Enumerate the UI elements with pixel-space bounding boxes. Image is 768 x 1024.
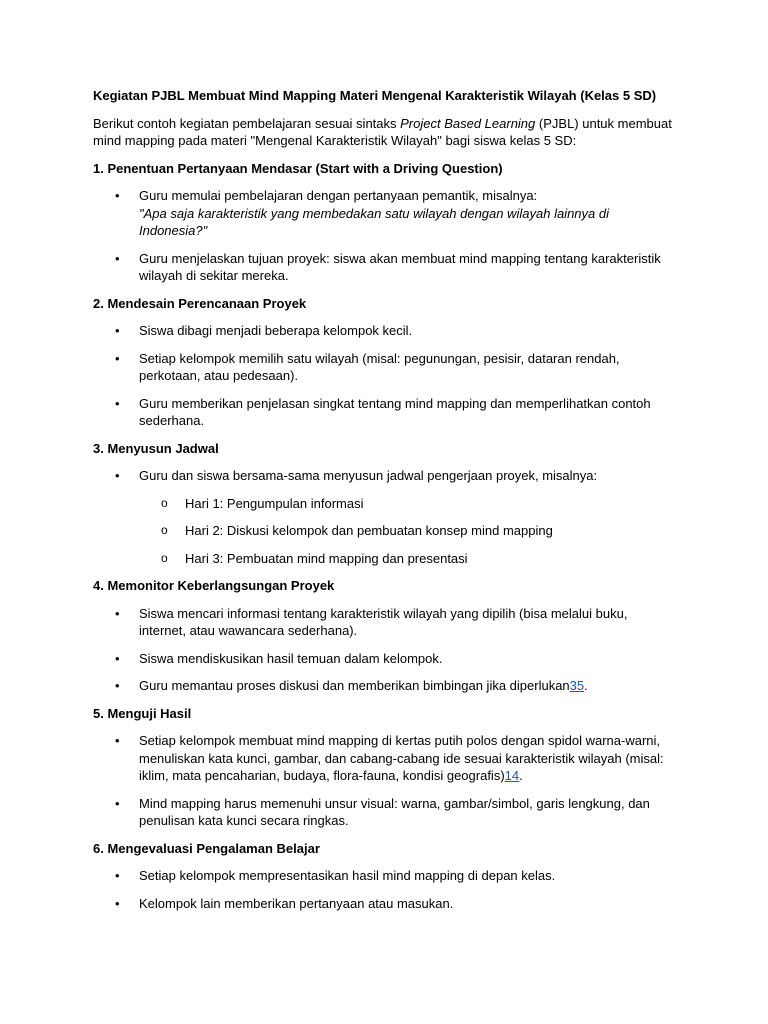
- intro-paragraph: [93, 115, 673, 150]
- sub-list: [139, 495, 673, 568]
- list-item-text: Siswa mencari informasi tentang karakteristik wilayah yang dipilih (bisa melalui buku, internet, atau wawancara sederhana).: [139, 605, 628, 638]
- sections-container: [93, 160, 673, 913]
- sub-list-item-text: Hari 3: Pembuatan mind mapping dan presentasi: [185, 550, 468, 566]
- bullet-icon: •: [115, 678, 120, 693]
- document-body: [93, 87, 673, 922]
- intro-italic-term: Project Based Learning: [400, 115, 536, 131]
- intro-text-end: (PJBL) untuk membuat mind mapping pada materi "Mengenal Karakteristik Wilayah" bagi siswa kelas 5 SD:: [93, 115, 672, 148]
- sub-list-item: [139, 550, 673, 568]
- list-item-text: Siswa dibagi menjadi beberapa kelompok kecil.: [139, 323, 413, 338]
- bullet-icon: •: [115, 395, 120, 411]
- sub-list-item-text: Hari 2: Diskusi kelompok dan pembuatan konsep mind mapping: [185, 523, 553, 538]
- bullet-icon: •: [115, 323, 120, 338]
- bullet-icon: •: [115, 895, 120, 911]
- intro-text-start: Berikut contoh kegiatan pembelajaran sesuai sintaks: [93, 115, 401, 131]
- list-item-text: Setiap kelompok membuat mind mapping di kertas putih polos dengan spidol warna-warni, menuliskan kata kunci, gambar, dan cabang-cabang ide sesuai karakteristik wilayah (misal: iklim, mata pencaharian, budaya, flora-fauna, kondisi geografis): [139, 733, 664, 783]
- sub-list-item: [139, 522, 673, 540]
- bullet-icon: •: [115, 605, 120, 621]
- section-heading: 6. Mengevaluasi Pengalaman Belajar: [93, 840, 320, 856]
- list-item-text: Siswa mendiskusikan hasil temuan dalam kelompok.: [139, 650, 443, 666]
- list-item-text: Guru memantau proses diskusi dan memberikan bimbingan jika diperlukan: [139, 678, 570, 693]
- citation-link[interactable]: 35: [569, 678, 585, 693]
- driving-question-quote: "Apa saja karakteristik yang membedakan satu wilayah dengan wilayah lainnya di Indonesia?": [139, 205, 609, 238]
- list-item: [93, 795, 673, 830]
- bullet-list: [93, 867, 673, 912]
- list-item: [93, 187, 673, 240]
- bullet-icon: •: [115, 650, 120, 666]
- bullet-list: [93, 732, 673, 830]
- bullet-icon: •: [115, 733, 120, 748]
- list-item-text: Guru dan siswa bersama-sama menyusun jadwal pengerjaan proyek, misalnya:: [139, 468, 598, 483]
- list-item-text: Mind mapping harus memenuhi unsur visual: warna, gambar/simbol, garis lengkung, dan penulisan kata kunci secara ringkas.: [139, 795, 650, 828]
- section-heading: 2. Mendesain Perencanaan Proyek: [93, 295, 307, 311]
- circle-bullet-icon: o: [161, 523, 168, 537]
- bullet-icon: •: [115, 250, 120, 266]
- list-item: [93, 605, 673, 640]
- bullet-icon: •: [115, 795, 120, 811]
- section-heading: 5. Menguji Hasil: [93, 705, 192, 721]
- list-item-text: Setiap kelompok memilih satu wilayah (misal: pegunungan, pesisir, dataran rendah, perkotaan, atau pedesaan).: [139, 350, 620, 383]
- list-item: [93, 677, 673, 695]
- list-item: [93, 732, 673, 785]
- list-item: [93, 467, 673, 567]
- list-item-text: Kelompok lain memberikan pertanyaan atau masukan.: [139, 895, 454, 911]
- bullet-icon: •: [115, 350, 120, 366]
- section-heading: 1. Penentuan Pertanyaan Mendasar (Start with a Driving Question): [93, 160, 503, 176]
- bullet-list: [93, 322, 673, 430]
- citation-link[interactable]: 14: [504, 768, 520, 783]
- list-item: [93, 650, 673, 668]
- sub-list-item-text: Hari 1: Pengumpulan informasi: [185, 495, 364, 511]
- sub-list-item: [139, 495, 673, 513]
- bullet-list: [93, 467, 673, 567]
- list-item-text: Guru memulai pembelajaran dengan pertanyaan pemantik, misalnya:: [139, 188, 538, 203]
- list-item-text: Guru menjelaskan tujuan proyek: siswa akan membuat mind mapping tentang karakteristik wilayah di sekitar mereka.: [139, 250, 661, 283]
- list-item-punctuation: .: [519, 768, 523, 783]
- document-title: Kegiatan PJBL Membuat Mind Mapping Materi Mengenal Karakteristik Wilayah (Kelas 5 SD): [93, 88, 657, 103]
- bullet-icon: •: [115, 868, 120, 883]
- circle-bullet-icon: o: [161, 495, 168, 510]
- bullet-icon: •: [115, 468, 120, 483]
- list-item: [93, 350, 673, 385]
- bullet-icon: •: [115, 188, 120, 203]
- section-heading: 3. Menyusun Jadwal: [93, 440, 219, 456]
- section-heading: 4. Memonitor Keberlangsungan Proyek: [93, 578, 335, 593]
- bullet-list: [93, 605, 673, 695]
- list-item-punctuation: .: [584, 678, 588, 693]
- list-item: [93, 250, 673, 285]
- list-item: [93, 895, 673, 913]
- list-item: [93, 867, 673, 885]
- circle-bullet-icon: o: [161, 550, 168, 565]
- list-item: [93, 395, 673, 430]
- bullet-list: [93, 187, 673, 285]
- list-item: [93, 322, 673, 340]
- list-item-text: Setiap kelompok mempresentasikan hasil mind mapping di depan kelas.: [139, 868, 556, 883]
- list-item-text: Guru memberikan penjelasan singkat tentang mind mapping dan memperlihatkan contoh sederhana.: [139, 395, 651, 428]
